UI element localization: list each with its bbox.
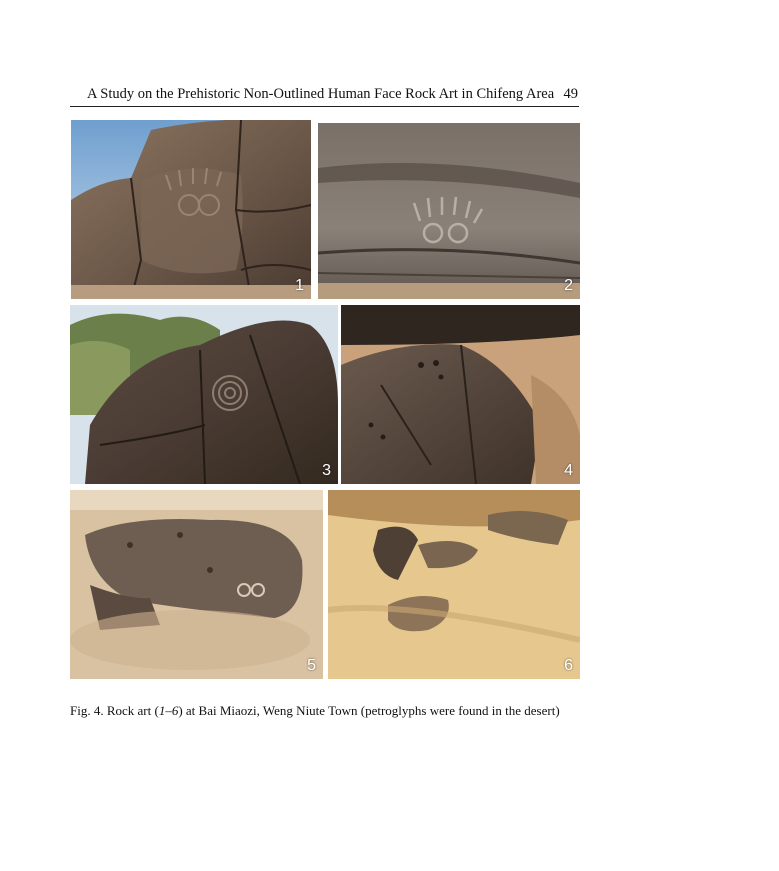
figure-range: 1–6 [158, 703, 179, 718]
page-number: 49 [563, 86, 578, 102]
photo-number: 4 [564, 462, 573, 479]
rock-photo-1 [71, 120, 311, 299]
photo-number: 6 [564, 657, 573, 674]
rock-photo-6 [328, 490, 580, 679]
rock-photo-2 [318, 123, 580, 299]
running-title: A Study on the Prehistoric Non-Outlined Human Face Rock Art in Chifeng Area [87, 86, 555, 102]
rock-photo-3 [70, 305, 338, 484]
page-header [70, 86, 579, 107]
photo-number: 2 [564, 277, 573, 294]
rock-photo-4 [341, 305, 580, 484]
figure-caption: Fig. 4. Rock art (1–6) at Bai Miaozi, Weng Niute Town (petroglyphs were found in the desert) [70, 703, 560, 718]
photo-number: 1 [295, 277, 304, 294]
photo-number: 3 [322, 462, 331, 479]
photo-number: 5 [307, 657, 316, 674]
rock-photo-5 [70, 490, 323, 679]
